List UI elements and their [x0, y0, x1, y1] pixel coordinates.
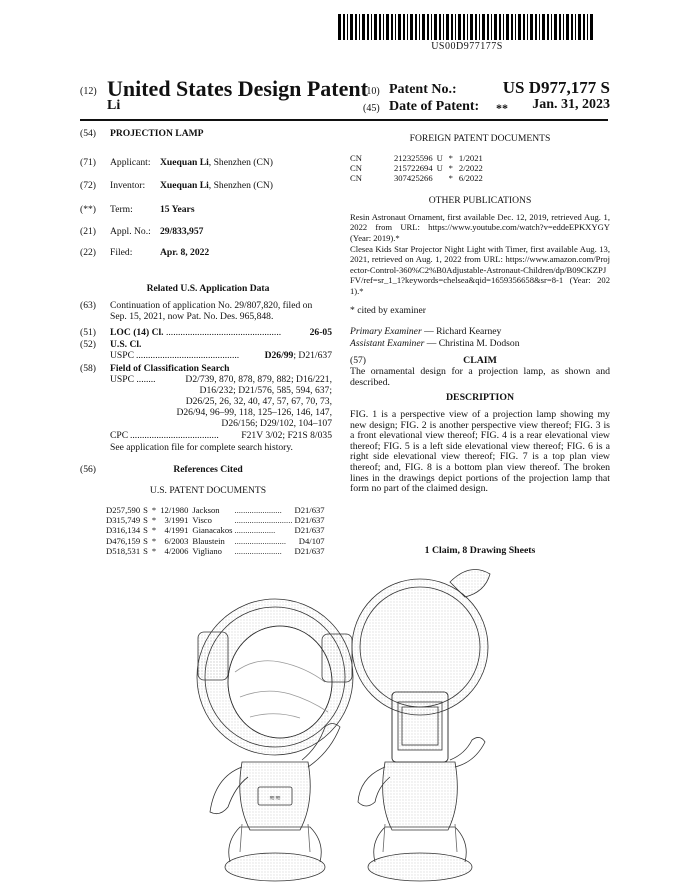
- barcode-bar: [499, 14, 501, 40]
- cpc-label: CPC: [110, 430, 129, 441]
- f22-label: Filed:: [110, 247, 133, 258]
- barcode-bar: [590, 14, 593, 40]
- barcode-bar: [554, 14, 557, 40]
- inventor-location: , Shenzhen (CN): [208, 180, 274, 191]
- applicant-name: Xuequan Li: [160, 157, 209, 168]
- us-patent-row: [106, 505, 327, 515]
- barcode-bar: [355, 14, 357, 40]
- barcode-bar: [482, 14, 485, 40]
- us-patent-kind: S: [143, 515, 148, 526]
- us-patent-number: D316,134: [106, 525, 141, 536]
- field-search-label: Field of Classification Search: [110, 363, 230, 374]
- us-patent-dots: ........................: [234, 535, 287, 546]
- loc-value: 26-05: [309, 327, 332, 338]
- barcode-bar: [386, 14, 389, 40]
- description-heading: DESCRIPTION: [445, 392, 515, 403]
- barcode-bar: [475, 14, 477, 40]
- us-patent-star: *: [151, 535, 157, 546]
- claims-sheets-count: 1 Claim, 8 Drawing Sheets: [424, 545, 536, 556]
- cpc-dots: .....................................: [130, 430, 219, 441]
- us-patent-row: [106, 525, 327, 535]
- description-text: FIG. 1 is a perspective view of a projection lamp showing my new design; FIG. 2 is another perspective view thereof; FIG. 3 is a front elevational view thereof; FIG. 4 is a rear elevational view thereof; FIG. 5 is a left side elevational view thereof; FIG. 6 is a right side elevational view thereof; FIG. 7 is a top plan view thereof; and, FIG. 8 is a bottom plan view thereof. The broken lines in the drawings depict portions of the projection lamp that form no part of the claimed design.: [350, 409, 610, 495]
- loc-label: LOC (14) Cl.: [110, 327, 164, 338]
- foreign-star: *: [448, 163, 453, 174]
- barcode-bar: [535, 14, 537, 40]
- primary-examiner-label: Primary Examiner: [350, 326, 422, 337]
- barcode-bar: [343, 14, 345, 40]
- claim-code: (57): [350, 355, 366, 366]
- continuation-line1: Continuation of application No. 29/807,820, filed on: [110, 300, 313, 311]
- inventor-short: Li: [107, 98, 121, 113]
- barcode: [338, 14, 596, 40]
- barcode-bar: [350, 14, 353, 40]
- us-patent-date: 4/1991: [164, 525, 189, 536]
- patent-date: Jan. 31, 2023: [532, 97, 610, 112]
- barcode-bar: [347, 14, 348, 40]
- barcode-bar: [362, 14, 365, 40]
- us-patent-number: D257,590: [106, 505, 141, 515]
- us-patent-star: *: [151, 505, 157, 515]
- f54-code: (54): [80, 128, 96, 139]
- barcode-bar: [587, 14, 588, 40]
- f21-label: Appl. No.:: [110, 226, 151, 237]
- code-10: (10): [363, 86, 380, 97]
- us-patent-dots: ......................: [234, 505, 282, 515]
- us-patent-number: D476,159: [106, 535, 141, 546]
- patent-title: United States Design Patent: [107, 76, 368, 101]
- foreign-kind: U: [436, 153, 443, 163]
- uspc-primary: D26/99: [264, 350, 294, 361]
- foreign-patent-row: [350, 163, 485, 173]
- foreign-patent-row: [350, 173, 485, 183]
- application-number: 29/833,957: [160, 226, 204, 237]
- barcode-bar: [463, 14, 465, 40]
- barcode-bar: [338, 14, 341, 40]
- barcode-bar: [487, 14, 489, 40]
- term-code: (**): [80, 204, 96, 215]
- primary-examiner: [350, 326, 501, 337]
- date-stars: **: [496, 101, 508, 115]
- barcode-bar: [539, 14, 540, 40]
- foreign-country: CN: [350, 163, 362, 174]
- barcode-bar: [530, 14, 533, 40]
- foreign-patent-row: [350, 153, 485, 163]
- barcode-bar: [403, 14, 405, 40]
- claim-text: The ornamental design for a projection lamp, as shown and described.: [350, 366, 610, 388]
- uspc-dots: ...........................................: [136, 350, 240, 361]
- barcode-bar: [583, 14, 585, 40]
- barcode-bar: [511, 14, 513, 40]
- barcode-bar: [431, 14, 432, 40]
- svg-text:≋≋: ≋≋: [269, 795, 281, 802]
- f58-uspc-label: USPC ........: [110, 374, 156, 385]
- barcode-bar: [491, 14, 492, 40]
- uspc-label: USPC: [110, 350, 134, 361]
- filed-date: Apr. 8, 2022: [160, 247, 210, 258]
- barcode-bar: [470, 14, 473, 40]
- barcode-bar: [398, 14, 401, 40]
- f21-code: (21): [80, 226, 96, 237]
- us-patent-dots: ...................: [234, 525, 276, 536]
- barcode-bar: [527, 14, 528, 40]
- us-patent-kind: S: [143, 525, 148, 536]
- us-patent-kind: S: [143, 505, 148, 515]
- us-patent-date: 4/2006: [164, 545, 189, 556]
- us-patent-star: *: [151, 515, 157, 526]
- kind-code-12: (12): [80, 86, 97, 97]
- f72-code: (72): [80, 180, 96, 191]
- assistant-examiner-label: Assistant Examiner: [350, 338, 425, 349]
- us-patent-class: D21/637: [294, 505, 325, 515]
- applicant-location: , Shenzhen (CN): [208, 157, 274, 168]
- barcode-bar: [542, 14, 545, 40]
- foreign-heading: FOREIGN PATENT DOCUMENTS: [409, 133, 551, 144]
- us-docs-heading: U.S. PATENT DOCUMENTS: [149, 485, 267, 496]
- astronaut-front-view: [197, 599, 353, 881]
- claim-heading: CLAIM: [463, 355, 497, 366]
- barcode-bar: [395, 14, 396, 40]
- us-patent-date: 3/1991: [164, 515, 189, 526]
- publication-2: Clesea Kids Star Projector Night Light with Timer, first available Aug. 13, 2021, retrieved on Aug. 1, 2022 from URL: https://www.amazon.com/Projector-Control-360%C2%B0Adjustable-Astronaut-Children/dp/B09CKZPJFV/ref=sr_1_1?keywords=chelsea&qid=1659356658&sr=8-1 (Year: 2021).*: [350, 244, 610, 296]
- assistant-examiner-name: — Christina M. Dodson: [424, 338, 520, 349]
- barcode-bar: [494, 14, 497, 40]
- barcode-bar: [479, 14, 480, 40]
- barcode-bar: [371, 14, 372, 40]
- us-patent-class: D4/107: [298, 535, 325, 546]
- assistant-examiner: [350, 338, 520, 349]
- document-number: US00D977177S: [431, 41, 503, 52]
- barcode-bar: [503, 14, 504, 40]
- us-patent-dots: ...........................: [234, 515, 293, 526]
- us-patent-class: D21/637: [294, 545, 325, 556]
- us-patent-name: Visco: [192, 515, 212, 526]
- term-value: 15 Years: [160, 204, 195, 215]
- barcode-bar: [458, 14, 461, 40]
- barcode-bar: [455, 14, 456, 40]
- f58-code: (58): [80, 363, 96, 374]
- f58-line2: D16/232; D21/576, 585, 594, 637;: [199, 385, 332, 396]
- us-patent-name: Gianacakos: [192, 525, 233, 536]
- header-rule: [80, 119, 608, 121]
- us-patent-class: D21/637: [294, 525, 325, 536]
- us-patents-table: [106, 505, 327, 556]
- f63-code: (63): [80, 300, 96, 311]
- invention-title: PROJECTION LAMP: [110, 128, 204, 139]
- cited-by-examiner: * cited by examiner: [350, 305, 426, 316]
- us-patent-date: 12/1980: [160, 505, 189, 515]
- barcode-bar: [407, 14, 408, 40]
- references-heading: References Cited: [173, 464, 243, 475]
- inventor-name: Xuequan Li: [160, 180, 209, 191]
- f58-line4: D26/94, 96–99, 118, 125–126, 146, 147,: [176, 407, 332, 418]
- barcode-bar: [451, 14, 453, 40]
- foreign-patents-table: [350, 153, 485, 184]
- patent-number: US D977,177 S: [502, 78, 610, 97]
- foreign-star: *: [448, 153, 453, 163]
- barcode-bar: [383, 14, 384, 40]
- f72-label: Inventor:: [110, 180, 146, 191]
- us-patent-name: Blaustein: [192, 535, 225, 546]
- f22-code: (22): [80, 247, 96, 258]
- barcode-bar: [391, 14, 393, 40]
- barcode-bar: [443, 14, 444, 40]
- barcode-bar: [415, 14, 417, 40]
- barcode-bar: [422, 14, 425, 40]
- f56-code: (56): [80, 464, 96, 475]
- foreign-country: CN: [350, 153, 362, 163]
- barcode-bar: [575, 14, 576, 40]
- term-label: Term:: [110, 204, 133, 215]
- us-patent-number: D315,749: [106, 515, 141, 526]
- publication-1: Resin Astronaut Ornament, first available Dec. 12, 2019, retrieved Aug. 1, 2022 from URL: https://www.youtube.com/watch?v=eddeEPKXYGY (Year: 2019).*: [350, 212, 610, 243]
- barcode-bar: [410, 14, 413, 40]
- foreign-number: 307425266: [393, 173, 433, 184]
- continuation-line2: Sep. 15, 2021, now Pat. No. Des. 965,848.: [110, 311, 274, 322]
- us-patent-star: *: [151, 525, 157, 536]
- us-patent-row: [106, 515, 327, 525]
- us-patent-kind: S: [143, 535, 148, 546]
- barcode-bar: [523, 14, 525, 40]
- us-patent-row: [106, 546, 327, 556]
- foreign-country: CN: [350, 173, 362, 184]
- barcode-bar: [571, 14, 573, 40]
- barcode-bar: [506, 14, 509, 40]
- barcode-bar: [518, 14, 521, 40]
- barcode-bar: [467, 14, 468, 40]
- barcode-bar: [427, 14, 429, 40]
- related-heading: Related U.S. Application Data: [146, 283, 270, 294]
- us-patent-name: Jackson: [192, 505, 220, 515]
- foreign-date: 2/2022: [458, 163, 483, 174]
- foreign-number: 215722694: [393, 163, 433, 174]
- foreign-kind: [437, 173, 449, 183]
- astronaut-rear-view: [352, 570, 490, 882]
- inventor: [160, 180, 273, 191]
- barcode-bar: [547, 14, 549, 40]
- f58-line3: D26/25, 26, 32, 40, 47, 57, 67, 70, 73,: [185, 396, 332, 407]
- foreign-date: 6/2022: [458, 173, 483, 184]
- search-history-note: See application file for complete search history.: [110, 442, 293, 453]
- primary-examiner-name: — Richard Kearney: [421, 326, 502, 337]
- cpc-value: F21V 3/02; F21S 8/035: [241, 430, 332, 441]
- barcode-bar: [515, 14, 516, 40]
- barcode-bar: [419, 14, 420, 40]
- barcode-bar: [446, 14, 449, 40]
- loc-dots: ................................................: [166, 327, 282, 338]
- barcode-bar: [563, 14, 564, 40]
- f71-label: Applicant:: [110, 157, 151, 168]
- barcode-bar: [578, 14, 581, 40]
- us-patent-kind: S: [143, 545, 148, 556]
- barcode-bar: [439, 14, 441, 40]
- us-patent-row: [106, 536, 327, 546]
- foreign-star: *: [448, 173, 453, 184]
- us-patent-class: D21/637: [294, 515, 325, 526]
- uspc-secondary: ; D21/637: [293, 350, 332, 361]
- design-drawing: [180, 562, 510, 888]
- applicant: [160, 157, 273, 168]
- barcode-bar: [559, 14, 561, 40]
- us-patent-name: Vigliano: [192, 545, 222, 556]
- patent-no-label: Patent No.:: [389, 82, 457, 97]
- us-cl-label: U.S. Cl.: [110, 339, 142, 350]
- other-pubs-heading: OTHER PUBLICATIONS: [428, 195, 532, 206]
- barcode-bar: [374, 14, 377, 40]
- us-patent-star: *: [151, 545, 157, 556]
- us-patent-dots: ......................: [234, 545, 282, 556]
- code-45: (45): [363, 103, 380, 114]
- barcode-bar: [551, 14, 552, 40]
- barcode-bar: [367, 14, 369, 40]
- uspc-value: [258, 350, 332, 361]
- f58-line1: D2/739, 870, 878, 879, 882; D16/221,: [185, 374, 332, 385]
- barcode-bar: [434, 14, 437, 40]
- barcode-bar: [566, 14, 569, 40]
- f52-code: (52): [80, 339, 96, 350]
- f51-code: (51): [80, 327, 96, 338]
- f58-line5: D26/156; D29/102, 104–107: [221, 418, 332, 429]
- foreign-kind: U: [436, 163, 443, 174]
- date-label: Date of Patent:: [389, 99, 480, 114]
- f71-code: (71): [80, 157, 96, 168]
- barcode-bar: [379, 14, 381, 40]
- foreign-date: 1/2021: [458, 153, 483, 163]
- barcode-bar: [359, 14, 360, 40]
- us-patent-number: D518,531: [106, 545, 141, 556]
- us-patent-date: 6/2003: [164, 535, 189, 546]
- foreign-number: 212325596: [393, 153, 433, 163]
